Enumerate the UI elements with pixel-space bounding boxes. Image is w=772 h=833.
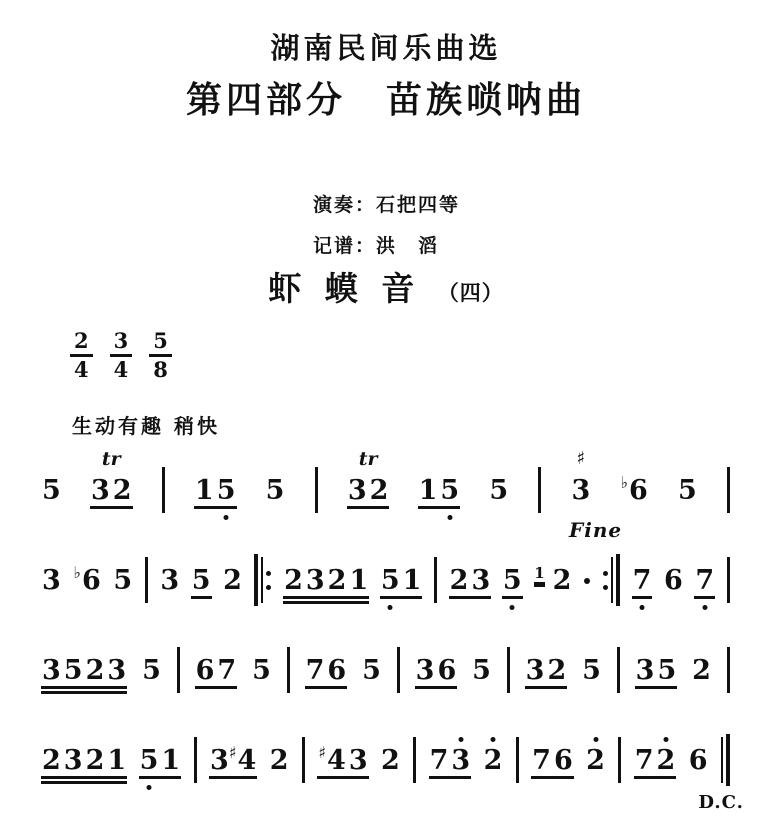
note-group <box>381 566 422 594</box>
note-digits <box>419 477 460 504</box>
note-group <box>196 656 237 684</box>
note-digit: 6 <box>81 565 101 596</box>
note-digits <box>430 747 471 774</box>
note-digit: 1 <box>161 745 181 776</box>
note-group <box>73 563 101 596</box>
piece-title-row <box>0 263 772 310</box>
flat-accidental: ♭ <box>73 563 81 582</box>
note-group <box>192 566 211 594</box>
beam-underline <box>531 776 574 779</box>
note-digits <box>635 747 676 774</box>
note-digits <box>318 743 368 776</box>
note-group <box>419 476 460 504</box>
note-digit: 2 <box>449 565 469 596</box>
note-group <box>635 746 676 774</box>
note-digit: 6 <box>327 655 347 686</box>
barline <box>413 737 416 783</box>
note-digit: 2 <box>223 565 242 596</box>
time-signature-denominator: 8 <box>153 357 168 383</box>
note-digit: 2 <box>547 655 567 686</box>
barline-thin <box>611 557 613 603</box>
note-digits <box>503 567 522 594</box>
note-digits <box>195 477 236 504</box>
note-group <box>42 656 126 684</box>
barline-thin <box>721 737 723 783</box>
barline <box>727 557 730 603</box>
note-digit: 7 <box>217 655 237 686</box>
note-digit: 2 <box>85 745 105 776</box>
note-group <box>664 566 683 594</box>
final-barline <box>698 734 744 813</box>
barline <box>302 737 305 783</box>
note-digits <box>42 567 61 594</box>
note-group <box>689 746 708 774</box>
barline <box>507 647 510 693</box>
score-line-1 <box>42 448 730 518</box>
beam-underline <box>502 596 523 599</box>
note-group <box>140 746 181 774</box>
beam-underline <box>418 506 461 509</box>
note-digit: 3 <box>571 475 591 506</box>
barline <box>617 647 620 693</box>
note-group <box>582 656 601 684</box>
note-digit: 5 <box>191 565 211 596</box>
note-digits <box>692 657 711 684</box>
note-digit: 7 <box>532 745 551 776</box>
note-digits <box>553 567 572 594</box>
repeat-dots <box>266 571 271 590</box>
note-digits <box>142 657 161 684</box>
note-digit: 2 <box>657 747 676 774</box>
note-digit: 3 <box>107 655 127 686</box>
note-digit: 2 <box>692 655 711 686</box>
note-digits <box>695 567 714 594</box>
note-group <box>534 566 590 594</box>
note-digit: 3 <box>160 565 180 596</box>
repeat-dot <box>603 571 608 576</box>
time-signature-denominator: 4 <box>74 357 89 383</box>
note-digit: 7 <box>429 745 449 776</box>
barline <box>397 647 400 693</box>
note-group <box>571 448 591 506</box>
octave-dot-low <box>146 785 151 790</box>
beam-underline <box>635 686 678 689</box>
section-title: 第四部分 苗族唢呐曲 <box>185 79 586 121</box>
time-signature-numerator: 3 <box>110 330 133 357</box>
octave-dot-high <box>663 737 668 742</box>
note-group <box>42 746 126 774</box>
beam-underline <box>194 506 237 509</box>
note-group <box>695 566 714 594</box>
note-digit: 6 <box>437 655 457 686</box>
repeat-dot <box>266 585 271 590</box>
flat-accidental: ♭ <box>620 473 628 492</box>
note-digits <box>252 657 271 684</box>
note-digit: 7 <box>633 567 652 594</box>
octave-dot-low <box>702 605 707 610</box>
beam-underline <box>632 596 653 599</box>
octave-dot-high <box>458 737 463 742</box>
note-group <box>620 473 648 506</box>
sharp-mark: ♯ <box>576 448 586 469</box>
note-group <box>430 746 471 774</box>
note-digit: 6 <box>629 475 648 506</box>
note-group <box>266 476 285 504</box>
octave-dot-high <box>593 737 598 742</box>
beam-underline <box>41 691 127 694</box>
note-group <box>306 656 347 684</box>
note-group <box>381 746 400 774</box>
note-group <box>416 656 457 684</box>
repeat-start-barline <box>254 554 271 606</box>
note-group <box>252 656 271 684</box>
time-signature-3-4 <box>110 330 133 381</box>
note-digits <box>450 567 491 594</box>
note-digits <box>633 567 652 594</box>
note-group <box>450 566 491 594</box>
beam-underline <box>449 596 492 599</box>
beam-underline <box>139 776 182 779</box>
note-digit: 2 <box>369 475 389 506</box>
note-group <box>678 476 697 504</box>
beam-underline <box>41 686 127 689</box>
beam-underline <box>429 776 472 779</box>
beam-underline <box>195 686 238 689</box>
score-line-4 <box>42 732 744 813</box>
note-digits <box>532 747 573 774</box>
barline-thick <box>254 554 258 606</box>
note-group <box>503 566 522 594</box>
note-digit: 5 <box>63 655 83 686</box>
beam-underline <box>41 781 127 784</box>
note-digit: 3 <box>348 745 368 776</box>
beam-underline <box>634 776 677 779</box>
barline <box>194 737 197 783</box>
note-digit: 5 <box>440 477 459 504</box>
note-digits <box>42 477 61 504</box>
note-digit: 3 <box>635 655 655 686</box>
note-digit: 5 <box>140 747 159 774</box>
note-digit: 2 <box>381 745 400 776</box>
performer-credit: 演奏：石把四等 <box>313 194 461 216</box>
beam-underline <box>694 596 715 599</box>
piece-number: （四） <box>437 280 504 305</box>
note-group <box>532 746 573 774</box>
time-signature-numerator: 2 <box>70 330 93 357</box>
note-digits <box>42 747 126 774</box>
note-digit: 5 <box>472 655 491 686</box>
note-digit: 5 <box>362 655 381 686</box>
note-digit: 3 <box>42 565 61 596</box>
note-digits <box>636 657 677 684</box>
note-digit: 2 <box>586 747 605 774</box>
note-digits <box>196 657 237 684</box>
note-group <box>633 566 652 594</box>
note-digits <box>571 477 590 504</box>
tempo-marking: 生动有趣 稍快 <box>72 414 220 438</box>
note-digits <box>381 567 422 594</box>
note-digit: 5 <box>265 475 285 506</box>
note-digits <box>664 567 683 594</box>
note-digit: 5 <box>582 655 601 686</box>
note-digit: 5 <box>677 475 697 506</box>
note-digit: 3 <box>42 655 61 686</box>
note-group <box>284 566 368 594</box>
trill-mark: tr <box>101 448 121 470</box>
barline <box>145 557 148 603</box>
note-digit: 5 <box>657 655 677 686</box>
note-group <box>489 476 508 504</box>
beam-underline <box>41 776 127 779</box>
sharp-accidental: ♯ <box>318 743 327 762</box>
note-digits <box>91 477 132 504</box>
barline <box>516 737 519 783</box>
note-digit: 3 <box>90 475 110 506</box>
note-digits <box>362 657 381 684</box>
note-digits <box>526 657 567 684</box>
time-signature-5-8 <box>149 330 172 381</box>
note-group <box>472 656 491 684</box>
sharp-accidental: ♯ <box>228 743 237 762</box>
note-digits <box>306 657 347 684</box>
barline <box>538 467 541 513</box>
repeat-dots <box>603 571 608 590</box>
piece-title: 虾 蟆 音 <box>268 269 421 308</box>
note-group <box>160 566 179 594</box>
repeat-dot <box>603 585 608 590</box>
note-digits <box>266 477 285 504</box>
note-digits <box>620 473 648 506</box>
note-digit: 2 <box>284 565 303 596</box>
note-digit: 1 <box>194 475 214 506</box>
time-signatures <box>70 330 172 381</box>
note-group <box>586 746 605 774</box>
octave-dot-low <box>388 605 393 610</box>
octave-dot-low <box>224 515 229 520</box>
note-group <box>526 656 567 684</box>
note-group <box>347 448 389 506</box>
beam-underline <box>305 686 348 689</box>
trill-mark: tr <box>358 448 378 470</box>
note-digit: 4 <box>237 745 257 776</box>
note-group <box>42 476 61 504</box>
beam-underline <box>283 601 369 604</box>
note-digits <box>42 657 126 684</box>
barline-thin <box>261 557 263 603</box>
note-digits <box>489 477 508 504</box>
note-digit: 2 <box>484 747 503 774</box>
note-digit: 5 <box>489 475 509 506</box>
note-digit: 7 <box>634 745 654 776</box>
score-line-2 <box>42 518 730 608</box>
note-digit: 6 <box>688 745 708 776</box>
note-digits <box>113 567 132 594</box>
beam-underline <box>283 596 369 599</box>
barline <box>434 557 437 603</box>
barline <box>287 647 290 693</box>
note-digits <box>140 747 181 774</box>
note-digit: 7 <box>695 567 714 594</box>
note-digit: 2 <box>327 565 347 596</box>
note-digits <box>160 567 179 594</box>
barline <box>727 467 730 513</box>
note-digit: 2 <box>42 745 61 776</box>
note-group <box>223 566 242 594</box>
barline <box>162 467 165 513</box>
note-digits <box>484 747 503 774</box>
note-group <box>142 656 161 684</box>
repeat-dot <box>266 571 271 576</box>
note-digit: 2 <box>112 475 132 506</box>
note-group <box>113 566 132 594</box>
note-digit: 3 <box>209 745 229 776</box>
note-digit: 3 <box>451 747 470 774</box>
note-digit: 7 <box>305 655 325 686</box>
note-group <box>270 746 289 774</box>
beam-underline <box>317 776 368 779</box>
barline <box>727 647 730 693</box>
note-group <box>636 656 677 684</box>
note-digits <box>381 747 400 774</box>
barline-thick <box>616 554 620 606</box>
note-digit: 6 <box>553 745 573 776</box>
note-digit: 3 <box>305 565 325 596</box>
note-digit: 1 <box>402 565 422 596</box>
note-digit: 3 <box>347 475 367 506</box>
note-digits <box>678 477 697 504</box>
note-digit: 1 <box>349 565 369 596</box>
note-digits <box>689 747 708 774</box>
note-digit: 3 <box>471 565 491 596</box>
note-group <box>209 743 257 776</box>
beam-underline <box>380 596 423 599</box>
note-digits <box>270 747 289 774</box>
repeat-end-barline <box>569 518 623 606</box>
beam-underline <box>415 686 458 689</box>
note-group <box>90 448 132 506</box>
note-digits <box>73 563 101 596</box>
note-digit: 1 <box>107 745 127 776</box>
note-digits <box>223 567 242 594</box>
note-group <box>362 656 381 684</box>
note-digit: 5 <box>217 477 236 504</box>
note-group <box>42 566 61 594</box>
note-group <box>318 743 368 776</box>
barline <box>177 647 180 693</box>
note-digit: 1 <box>418 475 438 506</box>
octave-dot-low <box>640 605 645 610</box>
note-digits <box>192 567 211 594</box>
time-signature-numerator: 5 <box>149 330 172 357</box>
note-digit: 6 <box>195 655 215 686</box>
note-digit: 2 <box>552 565 572 596</box>
barline <box>315 467 318 513</box>
note-digit: 5 <box>503 567 522 594</box>
augmentation-dot <box>584 578 590 584</box>
note-digit: 5 <box>252 655 271 686</box>
grace-note: 1 <box>534 564 545 582</box>
note-group <box>692 656 711 684</box>
note-digits <box>416 657 457 684</box>
dc-mark: D.C. <box>698 792 744 813</box>
beam-underline <box>347 506 390 509</box>
fine-mark: Fine <box>569 518 623 542</box>
note-digit: 5 <box>42 475 61 506</box>
note-digits <box>472 657 491 684</box>
note-group <box>484 746 503 774</box>
time-signature-denominator: 4 <box>113 357 129 383</box>
time-signature-2-4 <box>70 330 93 381</box>
beam-underline <box>90 506 133 509</box>
note-digit: 4 <box>327 745 346 776</box>
note-digit: 3 <box>525 655 545 686</box>
note-digit: 5 <box>381 567 400 594</box>
note-digits <box>582 657 601 684</box>
note-digit: 2 <box>269 745 289 776</box>
score-line-3 <box>42 642 730 698</box>
note-digits <box>586 747 605 774</box>
note-digits <box>348 477 389 504</box>
transcriber-credit: 记谱：洪 滔 <box>313 235 440 257</box>
barline <box>618 737 621 783</box>
beam-underline <box>209 776 257 779</box>
note-digit: 5 <box>142 655 161 686</box>
note-digit: 2 <box>85 655 105 686</box>
octave-dot-low <box>510 605 515 610</box>
octave-dot-low <box>447 515 452 520</box>
beam-underline <box>191 596 212 599</box>
note-digit: 3 <box>63 745 83 776</box>
collection-title: 湖南民间乐曲选 <box>270 31 502 65</box>
beam-underline <box>525 686 568 689</box>
note-digit: 5 <box>113 565 133 596</box>
note-group <box>195 476 236 504</box>
octave-dot-high <box>490 737 495 742</box>
note-digits <box>284 567 368 594</box>
note-digits <box>209 743 257 776</box>
note-digit: 3 <box>415 655 435 686</box>
note-digit: 6 <box>664 565 683 596</box>
barline-thick <box>726 734 730 786</box>
